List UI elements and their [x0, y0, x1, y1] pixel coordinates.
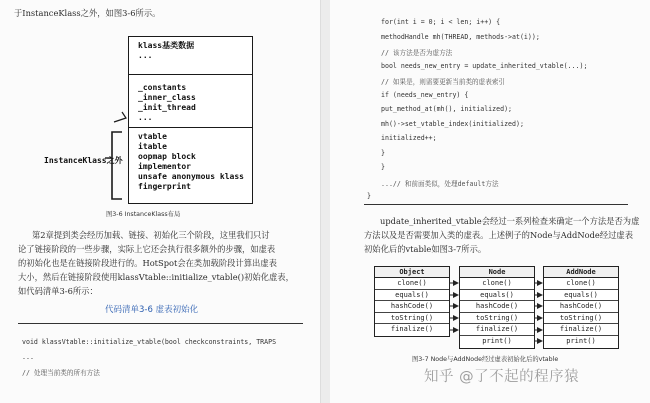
paragraph-line-1: 第2章提到类会经历加载、链接、初始化三个阶段，这里我们只讨 — [32, 230, 270, 240]
vtable-cell: equals() — [460, 290, 534, 302]
vtable-entry: vtable — [138, 132, 167, 141]
listing-title: 代码清单3-6 虚表初始化 — [105, 305, 199, 315]
implementor-entry: implementor — [138, 162, 191, 171]
paragraph-line-5: 如代码清单3-6所示： — [18, 286, 98, 296]
vtable-cell: hashCode() — [544, 301, 618, 313]
vtable-cell: finalize() — [544, 324, 618, 336]
klass-base-label: klass基类数据 — [138, 41, 195, 50]
right-book-page — [330, 0, 650, 403]
intro-line: 于InstanceKlass之外，如图3-6所示。 — [14, 8, 161, 18]
vtable-cell: clone() — [375, 278, 449, 290]
code-line-9: } — [381, 163, 385, 171]
zhihu-watermark: 知乎 @了不起的程序猿 — [424, 369, 580, 385]
paragraph-line-4: 大小，然后在链接阶段使用klassVtable::initialize_vtable()初始化虚表， — [18, 272, 294, 282]
paragraph-line-2: 论了链接阶段的一些步骤，实际上它还会执行很多额外的步骤，如虚表 — [18, 244, 276, 254]
vtable-cell: finalize() — [390, 325, 434, 334]
code-comment-2: // 如果是，则需要更新当前类的虚表索引 — [381, 78, 506, 86]
field-init-thread: _init_thread — [138, 103, 196, 112]
vtable-cell: hashCode() — [460, 301, 534, 313]
vtable-cell: hashCode() — [375, 301, 449, 313]
vtable-inheritance-arrows — [330, 0, 650, 403]
itable-entry: itable — [138, 142, 167, 151]
fingerprint-entry: fingerprint — [138, 182, 191, 191]
left-book-page — [0, 0, 321, 403]
code-line-5: put_method_at(mh(), initialized); — [381, 105, 513, 113]
vtable-header: AddNode — [544, 267, 618, 278]
ellipsis: ... — [138, 51, 153, 60]
code-line-7: initialized++; — [381, 134, 437, 142]
vtable-cell: finalize() — [460, 324, 534, 336]
vtable-cell: clone() — [544, 278, 618, 290]
code-line-3: bool needs_new_entry = update_inherited_vtable(...); — [381, 62, 588, 70]
figure-3-7-caption: 图3-7 Node与AddNode经过虚表初始化后的vtable — [412, 356, 559, 363]
listing-top-rule — [18, 323, 303, 324]
paragraph-line-2: 方法以及是否需要加入类的虚表。上述例子的Node与AddNode经过虚表 — [364, 230, 633, 240]
unsafe-anon-entry: unsafe anonymous klass — [138, 172, 244, 181]
oopmap-entry: oopmap block — [138, 152, 196, 161]
code-line-10: } — [367, 192, 371, 200]
code-line-1: void klassVtable::initialize_vtable(bool checkconstraints, TRAPS — [22, 338, 277, 346]
vtable-cell: print() — [482, 336, 512, 345]
code-comment-1: // 该方法是否为虚方法 — [381, 49, 453, 57]
field-inner-class: _inner_class — [138, 93, 196, 102]
vtable-cell: toString() — [544, 313, 618, 325]
paragraph-line-3: 的初始化也是在链接阶段进行的。HotSpot会在类加载阶段计算出虚表 — [18, 258, 277, 268]
vtable-cell: equals() — [544, 290, 618, 302]
code-line-2: methodHandle mh(THREAD, methods->at(i)); — [381, 33, 540, 41]
vtable-cell: toString() — [460, 313, 534, 325]
vtable-cell: clone() — [460, 278, 534, 290]
code-line-2: ... — [22, 353, 34, 361]
vtable-cell: equals() — [375, 290, 449, 302]
code-line-8: } — [381, 149, 385, 157]
paragraph-line-1: update_inherited_vtable会经过一系列检查来确定一个方法是否为虚 — [380, 216, 640, 226]
figure-3-6-caption: 图3-6 InstanceKlass布局 — [106, 211, 181, 218]
vtable-header: Object — [375, 267, 449, 278]
code-line-6: mh()->set_vtable_index(initialized); — [381, 120, 524, 128]
vtable-cell: print() — [566, 336, 596, 345]
paragraph-line-3: 初始化后的vtable如图3-7所示。 — [364, 244, 487, 254]
code-line-1: for(int i = 0; i < len; i++) { — [381, 18, 501, 26]
callout-label: InstanceKlass之外 — [44, 156, 123, 165]
field-constants: _constants — [138, 83, 187, 92]
vtable-cell: toString() — [375, 313, 449, 325]
ellipsis: ... — [138, 113, 153, 122]
code-comment-3: ...// 和前面类似，处理default方法 — [381, 180, 499, 188]
vtable-header: Node — [460, 267, 534, 278]
code-comment: // 处理当前类的所有方法 — [22, 369, 100, 377]
code-line-4: if (needs_new_entry) { — [381, 91, 469, 99]
